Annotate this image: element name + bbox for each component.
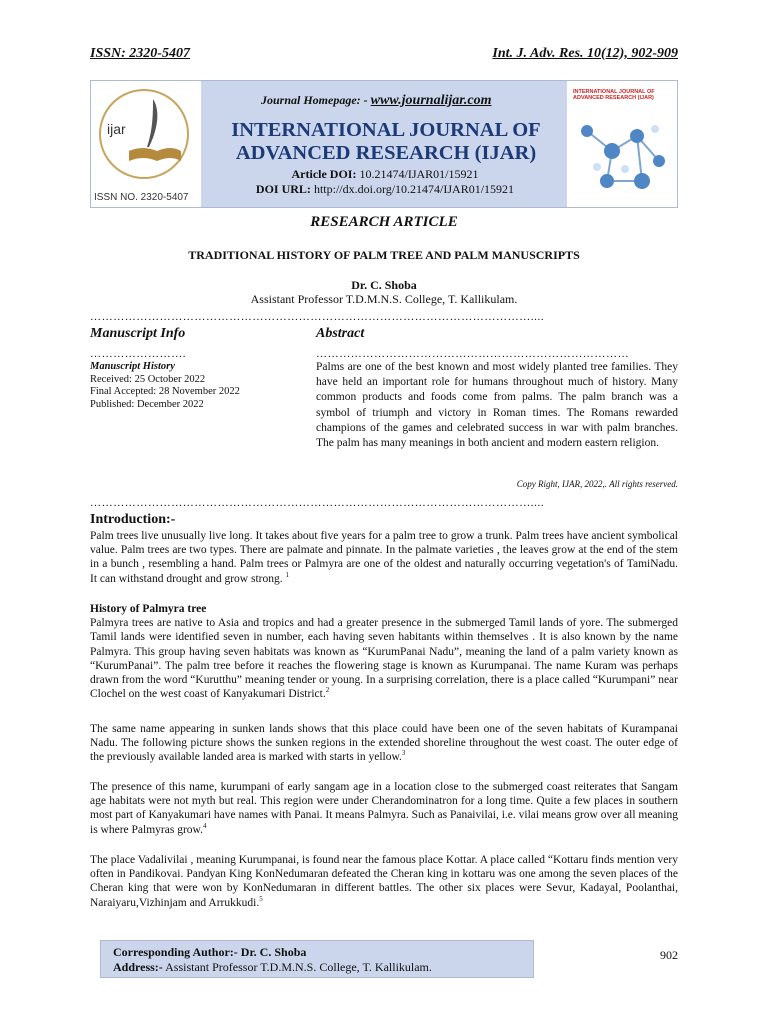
page-number: 902 [660,948,678,962]
dotted-rule: …………………………………………………………………………………………………….... [90,311,545,323]
logo-issn: ISSN NO. 2320-5407 [94,192,189,203]
footnote-ref[interactable]: 5 [259,894,263,903]
palmyra-paragraph-4 [90,853,678,910]
address-text: Assistant Professor T.D.M.N.S. College, T. Kallikulam. [165,960,432,974]
manuscript-info-heading: Manuscript Info [90,326,186,341]
footnote-ref[interactable]: 1 [285,570,289,579]
doi-url-label: DOI URL: [255,182,311,196]
footnote-ref[interactable]: 2 [325,686,330,695]
address-label: Address:- [113,960,163,974]
doi-block [201,167,569,197]
doi-value: 10.21474/IJAR01/15921 [359,167,479,181]
dotted-rule: …………………………………………………………………………………………………….... [90,497,545,509]
author-affiliation: Assistant Professor T.D.M.N.S. College, T. Kallikulam. [250,292,518,306]
abstract-text: Palms are one of the best known and most widely planted tree families. They have held an important role for humans throughout much of history. Many common products and foods come from palms. The palm branch was a symbol of triumph and victory in Roman times. The Romans rewarded champions of the games and celebrated success in war with palm branches. The palm has many meanings in both ancient and modern eastern religion. [316,361,678,450]
abstract-heading: Abstract [316,326,365,341]
author-address [113,960,521,975]
doi-label: Article DOI: [291,167,357,181]
history-label: Manuscript History [90,361,175,372]
journal-logo [91,81,201,207]
paragraph-text: The same name appearing in sunken lands shows that this place could have been one of the seven habitats of Kurampanai Nadu. The following picture shows the sunken regions in the extended shoreline throughout the west coast. The outer edge of the previously available landed area is marked with starts in yellow. [90,723,678,764]
paragraph-text: Palmyra trees are native to Asia and tropics and had a greater presence in the submerged Tamil lands of yore. The submerged Tamil lands were identified seven in number, each having seven habitants within themselves . It is also known by the name Palmyra. This group having seven habitats was known as “KurumPanai Nadu”, meaning the land of a palm variety known as “KurumPanai”. The palm tree before it reaches the flowering stage is known as Kurumpanai. The name Kuram was perhaps drawn from the word “Kurutthu” meaning tender or young. In a surprising correlation, there is a place called “Kurumpani” near Clochel on the west coast of Kanyakumari District. [90,617,678,701]
footnote-ref[interactable]: 4 [202,821,207,830]
introduction-paragraph [90,529,678,586]
issn: ISSN: 2320-5407 [90,46,190,61]
corresponding-author-box [100,940,534,978]
paragraph-text: The presence of this name, kurumpani of early sangam age in a location close to the submerged coast reiterates that Sangam age habitats were not myth but real. This region were under Cherandominatron for a long time. Quite a few places in southern most part of Kanyakumari have names with Panai. It means Palmyra. Such as Panaivilai, i.e. vilai means grow over all meaning is where Palmyras grow. [90,781,678,836]
palmyra-heading: History of Palmyra tree [90,603,207,615]
journal-title: INTERNATIONAL JOURNAL OF ADVANCED RESEARCH (IJAR) [231,119,541,164]
homepage-label: Journal Homepage: - [261,93,368,107]
introduction-heading: Introduction:- [90,512,176,527]
manuscript-history [90,361,300,411]
article-type: RESEARCH ARTICLE [310,214,458,230]
logo-text: ijar [107,121,126,137]
journal-banner [90,80,678,208]
homepage-link[interactable]: www.journalijar.com [370,93,492,108]
running-header [90,46,678,66]
palmyra-paragraph-3 [90,780,678,837]
doi-url[interactable]: http://dx.doi.org/10.21474/IJAR01/15921 [313,182,515,196]
dotted-rule-short: ……………………. [90,348,187,360]
received-date: Received: 25 October 2022 [90,373,206,385]
copyright-notice: Copy Right, IJAR, 2022,. All rights reserved. [516,479,678,489]
paragraph-text: The place Vadalivilai , meaning Kurumpanai, is found near the famous place Kottar. A place called “Kottaru finds mention very often in Pandikovai. Pandyan King KonNedumaran defeated the Cheran king in kottaru was one among the seven places of the Cheran king that were won by KonNedumaran in different battles. The other six places were Sevur, Kadayal, Poolanthai, Naraiyaru,Vizhinjam and Arrukkudi. [90,854,678,909]
author-name: Dr. C. Shoba [351,278,417,292]
citation: Int. J. Adv. Res. 10(12), 902-909 [492,46,678,61]
corresponding-author: Corresponding Author:- Dr. C. Shoba [113,945,307,959]
journal-homepage [261,93,492,109]
palmyra-section [90,602,678,701]
paragraph-text: Palm trees live unusually live long. It takes about five years for a palm tree to grow a trunk. Palm trees have ancient symbolical value. Palm trees are two types. There are palmate and pinnate. In the palmate varieties , the leaves grow at the end of the stem in a bunch , resembling a hand. Palm trees or Palmyra are one of the oldest and naturally occurring vegetation's of TamiNadu. It can withstand drought and grow strong. [90,530,678,585]
journal-cover-image [567,81,677,207]
dotted-rule-abstract: ……………………………………………………………………… [316,348,630,360]
accepted-date: Final Accepted: 28 November 2022 [90,386,240,397]
article-title: TRADITIONAL HISTORY OF PALM TREE AND PALM MANUSCRIPTS [188,248,580,262]
published-date: Published: December 2022 [90,398,204,410]
footnote-ref[interactable]: 3 [401,749,406,758]
palmyra-paragraph-2 [90,722,678,765]
molecule-graphic [567,81,677,207]
cover-title: INTERNATIONAL JOURNAL OF ADVANCED RESEARCH (IJAR) [573,89,655,101]
palmyra-paragraph-1 [90,616,678,701]
